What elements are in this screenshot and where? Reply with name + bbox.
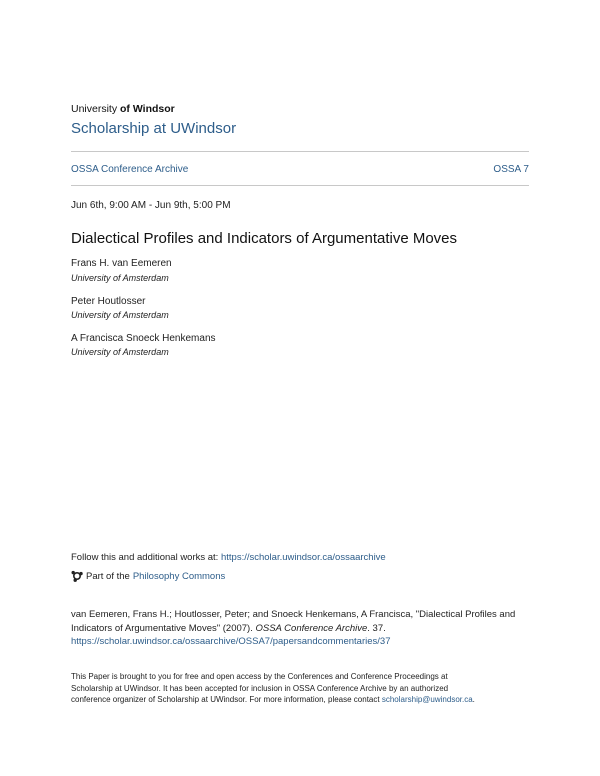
follow-text: Follow this and additional works at: <box>71 552 221 563</box>
university-name-bold: of Windsor <box>120 103 175 115</box>
part-of-line <box>71 570 225 582</box>
part-of-text: Part of the <box>86 570 130 582</box>
header-divider-bottom <box>71 185 529 186</box>
philosophy-commons-link[interactable]: Philosophy Commons <box>132 570 226 582</box>
event-dates: Jun 6th, 9:00 AM - Jun 9th, 5:00 PM <box>71 200 231 211</box>
breadcrumb-ossa7-link[interactable]: OSSA 7 <box>493 164 529 175</box>
citation-url-link[interactable]: https://scholar.uwindsor.ca/ossaarchive/OSSA7/papersandcommentaries/37 <box>71 636 391 647</box>
notice-line-3-text: conference organizer of Scholarship at UWindsor. For more information, please contact <box>71 695 382 704</box>
notice-line-1: This Paper is brought to you for free and open access by the Conferences and Conference Proceedings at <box>71 672 448 681</box>
notice-line-2: Scholarship at UWindsor. It has been accepted for inclusion in OSSA Conference Archive by an authorized <box>71 683 449 693</box>
citation-line-2 <box>71 622 531 636</box>
paper-title: Dialectical Profiles and Indicators of Argumentative Moves <box>71 230 458 247</box>
author-affiliation: University of Amsterdam <box>71 310 169 320</box>
author-name: A Francisca Snoeck Henkemans <box>71 333 216 344</box>
notice-line-3-end: . <box>472 695 475 704</box>
author-name: Peter Houtlosser <box>71 296 146 307</box>
university-name <box>71 103 175 115</box>
author-affiliation: University of Amsterdam <box>71 347 169 357</box>
breadcrumb-archive-link[interactable]: OSSA Conference Archive <box>71 164 189 175</box>
author-name: Frans H. van Eemeren <box>71 258 172 269</box>
author-affiliation: University of Amsterdam <box>71 273 169 283</box>
citation-line-2-end: . 37. <box>367 622 386 634</box>
citation-line-2-text: Indicators of Argumentative Moves" (2007). <box>71 622 256 634</box>
citation-journal: OSSA Conference Archive <box>255 622 368 634</box>
notice-line-3 <box>71 694 531 706</box>
contact-email-link[interactable]: scholarship@uwindsor.ca <box>381 695 473 704</box>
university-name-prefix: University <box>71 103 118 115</box>
repository-name-link[interactable]: Scholarship at UWindsor <box>71 120 237 137</box>
citation-line-1: van Eemeren, Frans H.; Houtlosser, Peter; and Snoeck Henkemans, A Francisca, "Dialectical Profiles and <box>71 609 516 620</box>
follow-archive-link[interactable]: https://scholar.uwindsor.ca/ossaarchive <box>220 552 386 563</box>
follow-line <box>71 552 386 563</box>
open-access-notice <box>71 671 531 706</box>
recommended-citation <box>71 608 531 649</box>
header-divider-top <box>71 151 529 152</box>
commons-network-icon <box>71 570 83 582</box>
